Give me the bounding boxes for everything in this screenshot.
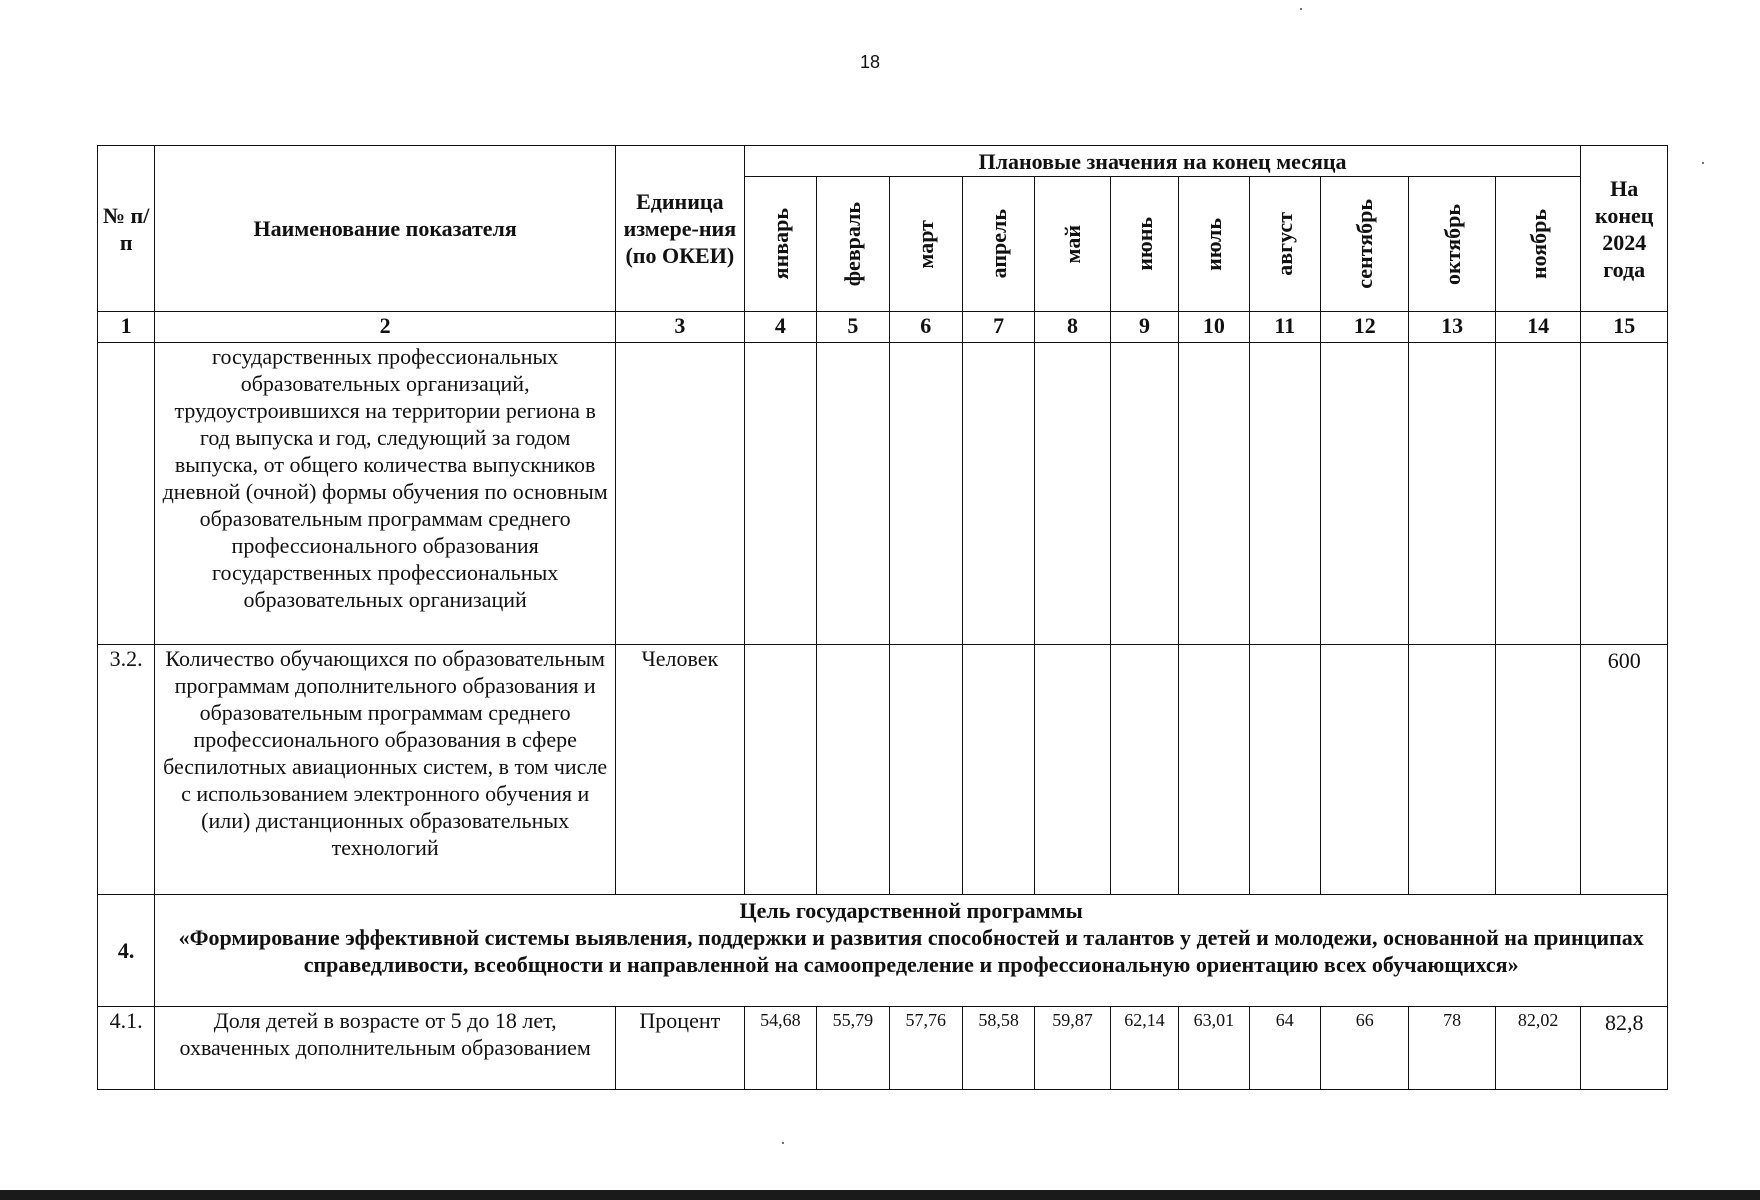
header-month: январь	[744, 177, 816, 312]
row-unit	[615, 343, 744, 645]
goal-text	[155, 895, 1668, 1007]
row-value: 54,68	[744, 1007, 816, 1090]
header-month: апрель	[962, 177, 1034, 312]
row-value: 55,79	[817, 1007, 889, 1090]
row-value	[1320, 343, 1409, 645]
row-value	[744, 645, 816, 895]
row-value	[1179, 343, 1249, 645]
column-number: 15	[1581, 312, 1668, 343]
indicators-table	[97, 145, 1668, 1090]
row-value	[889, 645, 962, 895]
scan-speck	[782, 1142, 784, 1144]
row-value	[1249, 343, 1320, 645]
goal-row	[98, 895, 1668, 1007]
row-value: 57,76	[889, 1007, 962, 1090]
row-value	[1320, 645, 1409, 895]
row-value	[889, 343, 962, 645]
goal-title: Цель государственной программы	[739, 898, 1083, 923]
header-month: сентябрь	[1320, 177, 1409, 312]
row-value	[1035, 343, 1110, 645]
row-value	[1110, 645, 1178, 895]
header-unit: Единица измере-ния (по ОКЕИ)	[615, 146, 744, 312]
row-value: 78	[1409, 1007, 1495, 1090]
column-number: 13	[1409, 312, 1495, 343]
header-month: май	[1035, 177, 1110, 312]
row-unit: Человек	[615, 645, 744, 895]
scan-edge-bar	[0, 1190, 1760, 1200]
row-name: государственных профессиональных образовательных организаций, трудоустроившихся на территории региона в год выпуска и год, следующий за годом выпуска, от общего количества выпускников дневной (очной) формы обучения по основным образовательным программам среднего профессионального образования государственных профессиональных образовательных организаций	[155, 343, 616, 645]
row-value: 64	[1249, 1007, 1320, 1090]
header-month: март	[889, 177, 962, 312]
row-value: 58,58	[962, 1007, 1034, 1090]
scan-speck	[1702, 162, 1704, 164]
row-value	[744, 343, 816, 645]
row-value	[1249, 645, 1320, 895]
row-value	[1179, 645, 1249, 895]
header-no: № п/п	[98, 146, 155, 312]
column-number: 6	[889, 312, 962, 343]
row-value	[1409, 343, 1495, 645]
row-value	[1409, 645, 1495, 895]
column-number: 12	[1320, 312, 1409, 343]
column-number: 8	[1035, 312, 1110, 343]
row-value	[1110, 343, 1178, 645]
page-number: 18	[859, 52, 881, 72]
column-number: 3	[615, 312, 744, 343]
goal-description: «Формирование эффективной системы выявления, поддержки и развития способностей и талантов у детей и молодежи, основанной на принципах справедливости, всеобщности и направленной на самоопределение и профессиональную ориентацию всех обучающихся»	[178, 925, 1644, 977]
row-value	[1495, 343, 1580, 645]
row-value	[962, 645, 1034, 895]
column-number: 7	[962, 312, 1034, 343]
row-value: 66	[1320, 1007, 1409, 1090]
table-row	[98, 1007, 1668, 1090]
row-unit: Процент	[615, 1007, 744, 1090]
column-number: 10	[1179, 312, 1249, 343]
table-row	[98, 343, 1668, 645]
column-number: 14	[1495, 312, 1580, 343]
header-row-1	[98, 146, 1668, 177]
row-no: 3.2.	[98, 645, 155, 895]
row-value	[1495, 645, 1580, 895]
column-number: 5	[817, 312, 889, 343]
row-total	[1581, 343, 1668, 645]
header-month: август	[1249, 177, 1320, 312]
column-number: 9	[1110, 312, 1178, 343]
row-no: 4.1.	[98, 1007, 155, 1090]
row-value	[1035, 645, 1110, 895]
column-number: 2	[155, 312, 616, 343]
row-value: 59,87	[1035, 1007, 1110, 1090]
header-month: октябрь	[1409, 177, 1495, 312]
header-month: февраль	[817, 177, 889, 312]
header-total: На конец 2024 года	[1581, 146, 1668, 312]
header-month: июнь	[1110, 177, 1178, 312]
column-number: 1	[98, 312, 155, 343]
header-month: ноябрь	[1495, 177, 1580, 312]
column-number: 11	[1249, 312, 1320, 343]
row-no	[98, 343, 155, 645]
goal-no: 4.	[98, 895, 155, 1007]
row-total: 82,8	[1581, 1007, 1668, 1090]
header-name: Наименование показателя	[155, 146, 616, 312]
header-month: июль	[1179, 177, 1249, 312]
scan-speck	[1300, 8, 1302, 10]
header-plan: Плановые значения на конец месяца	[744, 146, 1581, 177]
row-value	[817, 645, 889, 895]
column-number-row	[98, 312, 1668, 343]
column-number: 4	[744, 312, 816, 343]
row-value: 62,14	[1110, 1007, 1178, 1090]
table-row	[98, 645, 1668, 895]
row-total: 600	[1581, 645, 1668, 895]
row-value	[817, 343, 889, 645]
row-value: 63,01	[1179, 1007, 1249, 1090]
row-name: Количество обучающихся по образовательным программам дополнительного образования и образовательным программам среднего профессионального образования в сфере беспилотных авиационных систем, в том числе с использованием электронного обучения и (или) дистанционных образовательных технологий	[155, 645, 616, 895]
row-value: 82,02	[1495, 1007, 1580, 1090]
row-value	[962, 343, 1034, 645]
row-name: Доля детей в возрасте от 5 до 18 лет, охваченных дополнительным образованием	[155, 1007, 616, 1090]
